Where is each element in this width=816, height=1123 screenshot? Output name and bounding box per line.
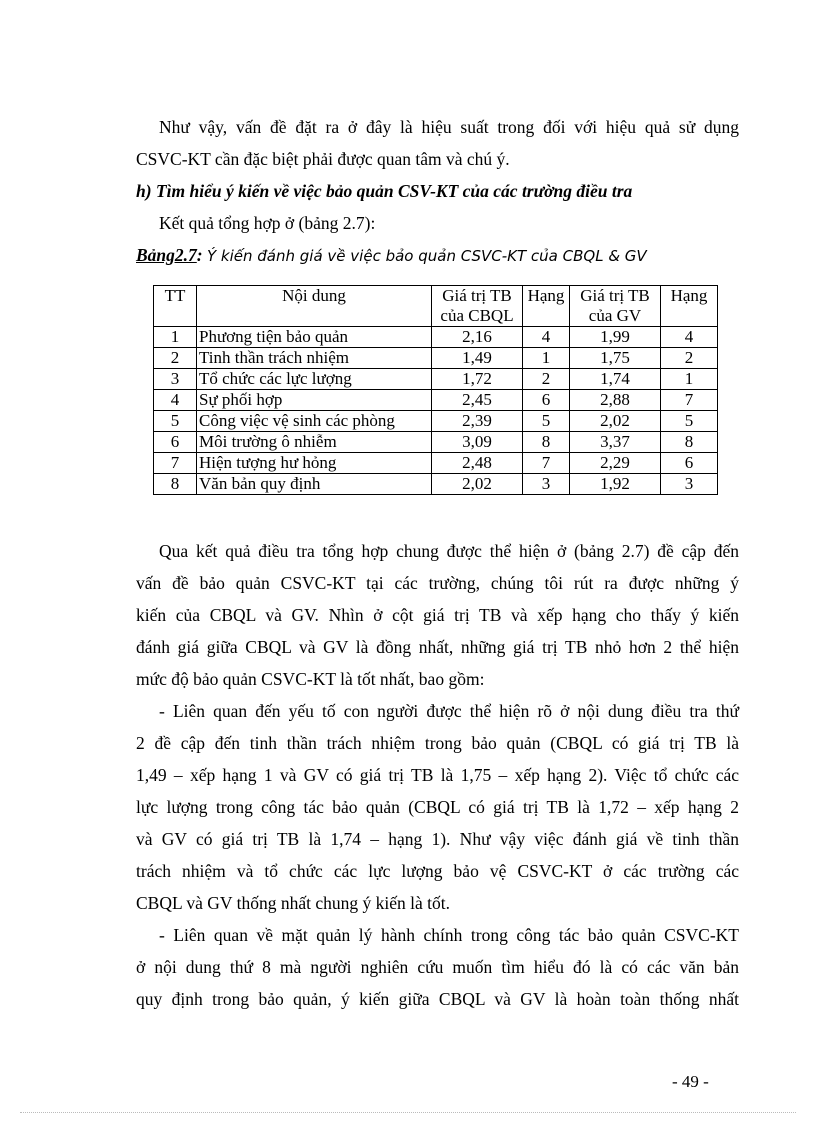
header-gv-line1: Giá trị TB <box>580 286 650 305</box>
cell-rank-cbql: 6 <box>523 390 570 411</box>
header-gv <box>570 286 661 327</box>
cell-rank-gv: 3 <box>661 474 718 495</box>
cell-tt: 5 <box>154 411 197 432</box>
cell-rank-gv: 5 <box>661 411 718 432</box>
cell-gv: 2,29 <box>570 453 661 474</box>
table-row <box>154 369 718 390</box>
page-number: - 49 - <box>672 1072 709 1091</box>
cell-gv: 1,99 <box>570 327 661 348</box>
cell-rank-gv: 1 <box>661 369 718 390</box>
cell-rank-gv: 8 <box>661 432 718 453</box>
cell-cbql: 2,45 <box>432 390 523 411</box>
table-row <box>154 390 718 411</box>
cell-content: Tinh thần trách nhiệm <box>197 348 432 369</box>
cell-cbql: 2,16 <box>432 327 523 348</box>
body-line: quy định trong bảo quản, ý kiến giữa CBQL và GV là hoàn toàn thống nhất <box>136 989 739 1009</box>
header-cbql-line1: Giá trị TB <box>442 286 512 305</box>
section-heading: h) Tìm hiểu ý kiến về việc bảo quản CSV-KT của các trường điều tra <box>136 181 633 201</box>
header-cbql <box>432 286 523 327</box>
paragraph-line: CSVC-KT cần đặc biệt phải được quan tâm và chú ý. <box>136 149 510 169</box>
body-line: mức độ bảo quản CSVC-KT là tốt nhất, bao gồm: <box>136 669 485 689</box>
cell-rank-cbql: 7 <box>523 453 570 474</box>
cell-cbql: 3,09 <box>432 432 523 453</box>
body-line: - Liên quan về mặt quản lý hành chính trong công tác bảo quản CSVC-KT <box>159 925 739 945</box>
cell-rank-gv: 4 <box>661 327 718 348</box>
cell-rank-cbql: 2 <box>523 369 570 390</box>
body-line: Qua kết quả điều tra tổng hợp chung được thể hiện ở (bảng 2.7) đề cập đến <box>159 541 739 561</box>
caption-text: Ý kiến đánh giá về việc bảo quản CSVC-KT của CBQL & GV <box>206 247 647 265</box>
evaluation-table <box>153 285 718 495</box>
body-line: ở nội dung thứ 8 mà người nghiên cứu muốn tìm hiểu đó là có các văn bản <box>136 957 739 977</box>
table-row <box>154 327 718 348</box>
cell-rank-cbql: 4 <box>523 327 570 348</box>
cell-cbql: 2,02 <box>432 474 523 495</box>
result-intro: Kết quả tổng hợp ở (bảng 2.7): <box>159 213 376 233</box>
body-line: 1,49 – xếp hạng 1 và GV có giá trị TB là 1,75 – xếp hạng 2). Việc tổ chức các <box>136 765 739 785</box>
header-cbql-line2: của CBQL <box>440 306 514 325</box>
cell-content: Sự phối hợp <box>197 390 432 411</box>
header-rank-gv: Hạng <box>661 286 718 327</box>
header-gv-line2: của GV <box>588 306 642 325</box>
cell-content: Tổ chức các lực lượng <box>197 369 432 390</box>
cell-rank-cbql: 1 <box>523 348 570 369</box>
caption-colon: : <box>196 245 203 265</box>
cell-cbql: 1,49 <box>432 348 523 369</box>
body-line: lực lượng trong công tác bảo quản (CBQL có giá trị TB là 1,72 – xếp hạng 2 <box>136 797 739 817</box>
body-line: - Liên quan đến yếu tố con người được thể hiện rõ ở nội dung điều tra thứ <box>159 701 739 721</box>
cell-gv: 1,74 <box>570 369 661 390</box>
cell-rank-gv: 2 <box>661 348 718 369</box>
cell-gv: 2,02 <box>570 411 661 432</box>
cell-rank-cbql: 8 <box>523 432 570 453</box>
header-content: Nội dung <box>197 286 432 327</box>
cell-tt: 1 <box>154 327 197 348</box>
cell-content: Hiện tượng hư hỏng <box>197 453 432 474</box>
page-divider <box>20 1112 796 1113</box>
cell-content: Phương tiện bảo quản <box>197 327 432 348</box>
table-row <box>154 411 718 432</box>
cell-gv: 1,92 <box>570 474 661 495</box>
cell-cbql: 2,48 <box>432 453 523 474</box>
cell-rank-gv: 7 <box>661 390 718 411</box>
cell-content: Văn bản quy định <box>197 474 432 495</box>
cell-tt: 8 <box>154 474 197 495</box>
cell-tt: 3 <box>154 369 197 390</box>
cell-content: Môi trường ô nhiễm <box>197 432 432 453</box>
header-tt: TT <box>154 286 197 327</box>
cell-content: Công việc vệ sinh các phòng <box>197 411 432 432</box>
cell-gv: 3,37 <box>570 432 661 453</box>
cell-cbql: 1,72 <box>432 369 523 390</box>
cell-rank-cbql: 5 <box>523 411 570 432</box>
cell-tt: 6 <box>154 432 197 453</box>
header-rank-cbql: Hạng <box>523 286 570 327</box>
cell-tt: 2 <box>154 348 197 369</box>
body-line: 2 đề cập đến tinh thần trách nhiệm trong bảo quản (CBQL có giá trị TB là <box>136 733 739 753</box>
body-line: CBQL và GV thống nhất chung ý kiến là tốt. <box>136 893 450 913</box>
body-line: vấn đề bảo quản CSVC-KT tại các trường, chúng tôi rút ra được những ý <box>136 573 739 593</box>
table-row <box>154 453 718 474</box>
cell-rank-gv: 6 <box>661 453 718 474</box>
table-row <box>154 474 718 495</box>
cell-rank-cbql: 3 <box>523 474 570 495</box>
table-header-row <box>154 286 718 327</box>
paragraph-line: Như vậy, vấn đề đặt ra ở đây là hiệu suất trong đối với hiệu quả sử dụng <box>159 117 739 137</box>
cell-gv: 2,88 <box>570 390 661 411</box>
cell-cbql: 2,39 <box>432 411 523 432</box>
body-line: trách nhiệm và tổ chức các lực lượng bảo vệ CSVC-KT ở các trường các <box>136 861 739 881</box>
body-line: và GV có giá trị TB là 1,74 – hạng 1). Như vậy việc đánh giá về tinh thần <box>136 829 739 849</box>
caption-label: Bảng2.7 <box>136 245 197 265</box>
table-row <box>154 348 718 369</box>
body-line: đánh giá giữa CBQL và GV là đồng nhất, những giá trị TB nhỏ hơn 2 thể hiện <box>136 637 739 657</box>
body-line: kiến của CBQL và GV. Nhìn ở cột giá trị TB và xếp hạng cho thấy ý kiến <box>136 605 739 625</box>
cell-gv: 1,75 <box>570 348 661 369</box>
cell-tt: 4 <box>154 390 197 411</box>
cell-tt: 7 <box>154 453 197 474</box>
table-caption <box>136 245 739 266</box>
table-row <box>154 432 718 453</box>
